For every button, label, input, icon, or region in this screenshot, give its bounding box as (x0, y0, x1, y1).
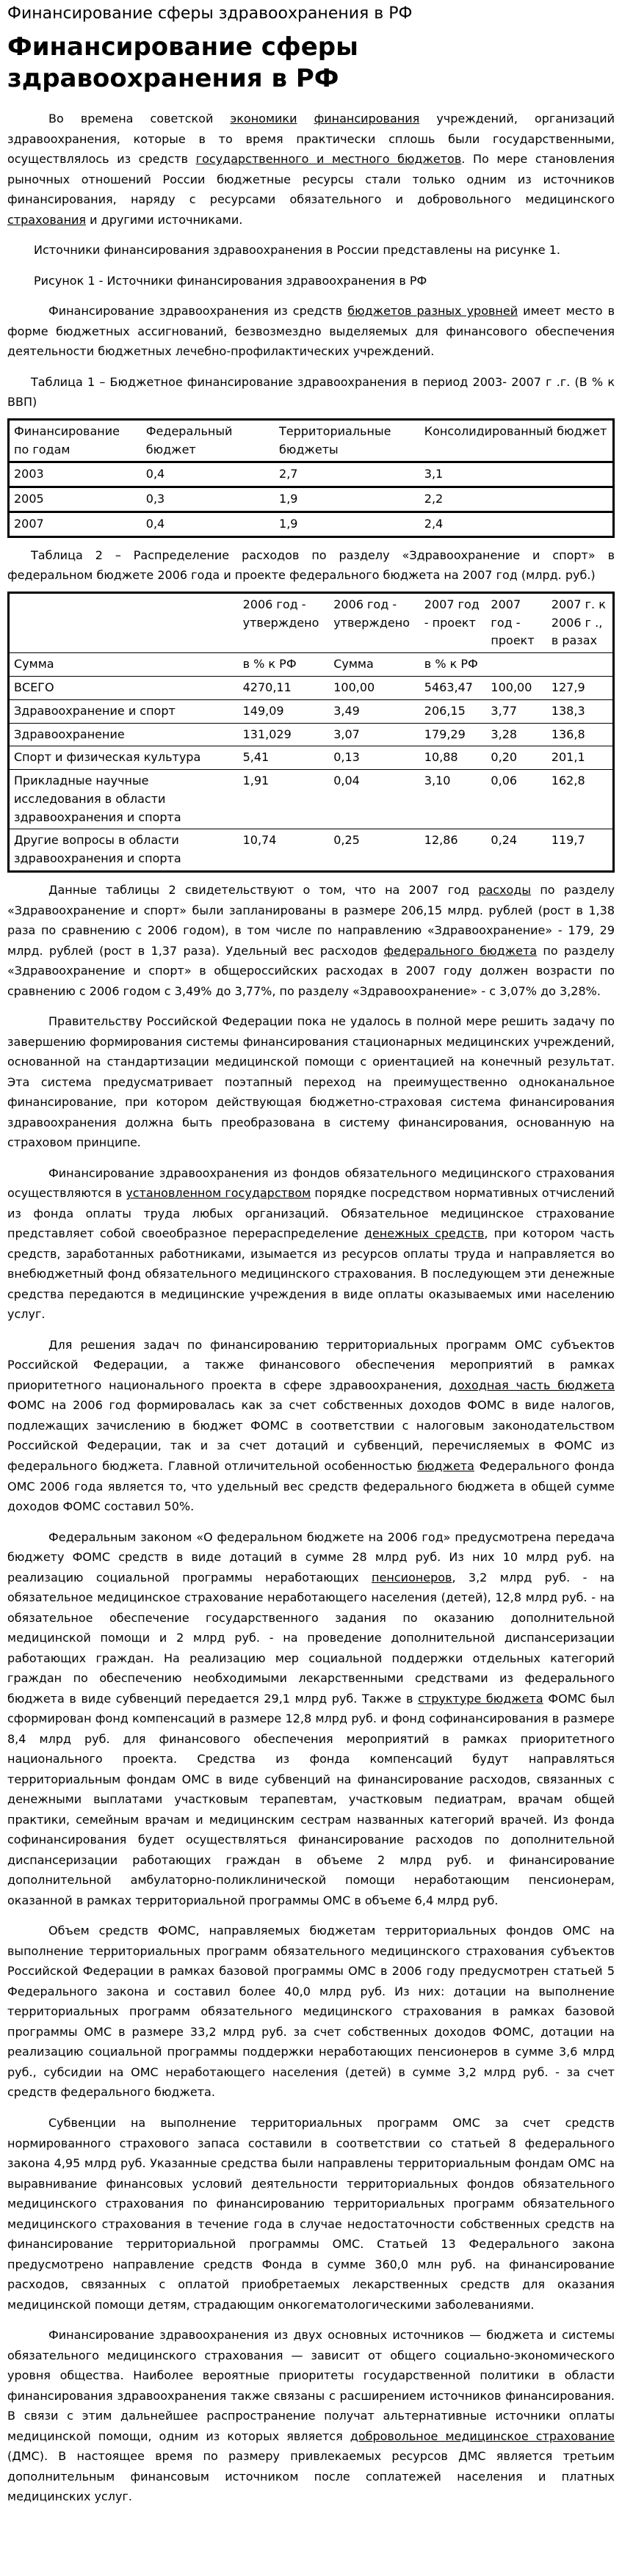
link-financing[interactable]: финансирования (314, 112, 420, 125)
table-cell: 206,15 (420, 699, 487, 723)
table-header-cell: Консолидированный бюджет (420, 419, 614, 462)
table-cell: 100,00 (486, 676, 546, 699)
table-cell: 138,3 (547, 699, 614, 723)
paragraph-conclusion (7, 2325, 615, 2507)
table-header-cell (547, 653, 614, 677)
table-cell: 0,13 (329, 746, 420, 770)
table-cell: 136,8 (547, 723, 614, 746)
table-header-row (9, 653, 614, 677)
table-cell: 0,3 (142, 487, 275, 512)
table-header-cell: Сумма (9, 653, 239, 677)
table-cell: 2007 (14, 516, 44, 531)
table-row (9, 829, 614, 872)
text-segment: Федерального фонда ОМС 2006 года является то, что удельный вес средств федерального бюджета в общей сумме доходов ФОМС составил 50%. (7, 1459, 615, 1514)
table-row (9, 512, 614, 536)
table-cell: Прикладные научные исследования в области здравоохранения и спорта (9, 770, 239, 829)
link-expenses[interactable]: расходы (478, 883, 532, 898)
table-cell: 0,06 (486, 770, 546, 829)
link-economics[interactable]: экономики (230, 112, 297, 125)
text-segment: по разделу «Здравоохранение и спорт» были запланированы в размере 206,15 млрд. рублей (рост в 1,38 раза по сравнению с 2006 годом), в том числе по направлению «Здравоохранение» - 179, 29 млрд. рублей (рост в 1,37 раза). Удельный вес расходов (7, 883, 615, 958)
table-cell: 162,8 (547, 770, 614, 829)
table-cell: 3,10 (420, 770, 487, 829)
table-header-cell (486, 653, 546, 677)
table-cell: 1,91 (239, 770, 330, 829)
table-header-cell: Федеральный бюджет (142, 419, 275, 462)
text-segment: имеет место в форме бюджетных ассигнований, безвозмездно выделяемых для финансового обеспечения деятельности бюджетных лечебно-профилактических учреждений. (7, 304, 615, 359)
text-segment: , при котором часть средств, заработанных работниками, изымается из ресурсов оплаты труда и направляется во внебюджетный фонд обязательного медицинского страхования. В последующем эти денежные средства передаются в медицинские учреждения в виде оплаты оказываемых ими населению услуг. (7, 1226, 615, 1322)
table-cell: 2003 (9, 462, 142, 487)
table-header-cell: Финансирование по годам (9, 419, 142, 462)
link-state-budgets[interactable]: государственного и местного бюджетов (195, 152, 462, 167)
text-segment: Данные таблицы 2 свидетельствуют о том, что на 2007 год (48, 883, 479, 898)
link-insurance[interactable]: страхования (7, 212, 87, 227)
link-pensioners[interactable]: пенсионеров (372, 1570, 452, 1584)
table-cell: 0,20 (486, 746, 546, 770)
text-segment: Финансирование здравоохранения из двух основных источников — бюджета и системы обязательного медицинского страхования — зависит от общего социально-экономического уровня общества. Наиболее вероятные приоритеты государственной политики в области финансирования здравоохранения также связаны с расширением источников финансирования. В связи с этим дальнейшее распространение получат альтернативные источники оплаты медицинской помощи, одним из которых является (7, 2328, 615, 2443)
text-segment: по разделу «Здравоохранение и спорт» в общероссийских расходах в 2007 году должен возрасти по сравнению с 2006 годом с 3,49% до 3,77%, по разделу «Здравоохранение» - с 3,07% до 3,28%. (7, 943, 615, 998)
table-cell: 12,86 (424, 833, 458, 848)
text-segment: и другими источниками. (86, 212, 243, 227)
text-segment: ФОМС был сформирован фонд компенсаций в размере 12,8 млрд руб. и фонд софинансирования в размере 8,4 млрд руб. для финансового обеспечения мероприятий в рамках приоритетного национального проекта. Средства из фонда компенсаций будут направляться территориальным фондам ОМС в виде субвенций на финансирование расходов, связанных с денежными выплатами участковым терапевтам, участковым педиатрам, врачам общей практики, семейным врачам и медицинским сестрам названных категорий врачей. Из фонда софинансирования будет осуществляться финансирование расходов по дополнительной диспансеризации работающих граждан в объеме 2 млрд руб. и финансирование дополнительной амбулаторно-поликлинической помощи неработающим пенсионерам, оказанной в рамках территориальной программы ОМС в объеме 6,4 млрд руб. (7, 1691, 615, 1907)
table-cell: 0,24 (491, 833, 518, 848)
link-budget-levels[interactable]: бюджетов разных уровней (347, 304, 518, 319)
text-segment: Во времена советской (48, 112, 231, 125)
table-cell: 127,9 (547, 676, 614, 699)
link-budget-revenue[interactable]: доходная часть бюджета (449, 1378, 615, 1392)
table-cell: 3,1 (420, 462, 614, 487)
text-segment: учреждений, организаций здравоохранения, которые в то время практически сплошь были государственными, осуществлялось из средств (7, 112, 615, 167)
text-segment (297, 112, 314, 125)
table-cell: 3,28 (486, 723, 546, 746)
table-cell: Здравоохранение и спорт (9, 699, 239, 723)
table-expense-distribution (7, 592, 615, 873)
table-cell: 2,4 (424, 516, 444, 531)
table-cell: 4270,11 (239, 676, 330, 699)
paragraph-budget-financing (7, 301, 615, 362)
paragraph-intro (7, 109, 615, 230)
site-title: Финансирование сферы здравоохранения в РФ (7, 4, 413, 23)
table-row (9, 462, 614, 487)
table-header-row (9, 419, 614, 462)
text-segment: Финансирование здравоохранения из фондов обязательного медицинского страхования осуществляются в (7, 1165, 615, 1201)
table-cell: 0,25 (333, 833, 360, 848)
text-segment: порядке посредством нормативных отчислений из фонда оплаты труда любых организаций. Обязательное медицинское страхование представляет собой своеобразное перераспределение (7, 1186, 615, 1241)
article-title: Финансирование сферы здравоохранения в РФ (7, 32, 358, 93)
text-segment: Для решения задач по финансированию территориальных программ ОМС субъектов Российской Федерации, а также финансового обеспечения мероприятий в рамках приоритетного национального проекта в сфере здравоохранения, (7, 1337, 615, 1392)
table-header-cell: Сумма (329, 653, 420, 677)
table-cell: 149,09 (239, 699, 330, 723)
text-segment: Финансирование здравоохранения из средств (48, 304, 348, 319)
table1-caption: Таблица 1 – Бюджетное финансирование здравоохранения в период 2003- 2007 г .г. (В % к ВВП) (7, 374, 615, 410)
table-header-cell: 2006 год - утверждено (329, 592, 420, 652)
table-cell: 3,07 (329, 723, 420, 746)
table-header-cell (9, 592, 239, 652)
table-row (9, 487, 614, 512)
paragraph-oms-funds (7, 1163, 615, 1325)
figure-caption: Рисунок 1 - Источники финансирования здравоохранения в РФ (34, 273, 427, 288)
table-header-cell: Территориальные бюджеты (275, 419, 420, 462)
table-header-cell: 2007 г. к 2006 г ., в разах (547, 592, 614, 652)
table-cell: 179,29 (420, 723, 487, 746)
text-segment: ФОМС на 2006 год формировалась как за счет собственных доходов ФОМС в виде налогов, подлежащих зачислению в бюджет ФОМС в соответствии с налоговым законодательством Российской Федерации, так и за счет дотаций и субвенций, перечисляемых в ФОМС из федерального бюджета. Главной отличительной особенностью (7, 1398, 615, 1473)
paragraph-subventions: Субвенции на выполнение территориальных программ ОМС за счет средств нормированного страхового запаса составили в соответствии со статьей 8 федерального закона 4,95 млрд руб. Указанные средства были направлены территориальным фондам ОМС на выравнивание финансовых условий деятельности территориальных фондов обязательного медицинского страхования по финансированию территориальных программ обязательного медицинского страхования в течение года в случае недостаточности собственных средств на финансирование территориальной программы ОМС. Статьей 13 Федерального закона предусмотрено направление средств Фонда в сумме 360,0 млн руб. на финансирование расходов, связанных с оплатой приобретаемых лекарственных средств для оказания медицинской помощи детям, страдающим онкогематологическими заболеваниями. (7, 2115, 615, 2312)
table-cell: 5463,47 (420, 676, 487, 699)
paragraph-foms-revenue (7, 1335, 615, 1517)
paragraph-federal-law (7, 1527, 615, 1911)
table-cell: 10,88 (420, 746, 487, 770)
table-cell: 3,49 (329, 699, 420, 723)
table-row (9, 770, 614, 829)
table-cell: 2005 (9, 487, 142, 512)
link-money[interactable]: денежных средств (364, 1226, 485, 1241)
table-row (9, 723, 614, 746)
table-cell: Здравоохранение (9, 723, 239, 746)
table-cell: 131,029 (239, 723, 330, 746)
text-segment: . По мере становления рыночных отношений России бюджетные ресурсы стали только одним из источников финансирования, наряду с ресурсами обязательного и добровольного медицинского (7, 152, 615, 207)
table-header-cell: в % к РФ (239, 653, 330, 677)
table-cell: 10,74 (242, 833, 277, 848)
link-budget-structure[interactable]: структуре бюджета (418, 1691, 543, 1706)
table-cell: 0,04 (329, 770, 420, 829)
text-segment: Федеральным законом «О федеральном бюджете на 2006 год» предусмотрена передача бюджету ФОМС средств в виде дотаций в сумме 28 млрд руб. Из них 10 млрд руб. на реализацию социальной программы неработающих (7, 1529, 615, 1584)
table-header-row (9, 592, 614, 652)
table-cell: 2,7 (275, 462, 420, 487)
table-cell: 3,77 (486, 699, 546, 723)
table-header-cell: 2007 год - проект (420, 592, 487, 652)
link-voluntary-insurance[interactable]: добровольное медицинское страхование (350, 2428, 615, 2443)
table-header-cell: в % к РФ (420, 653, 487, 677)
table-row (9, 676, 614, 699)
table-cell: Другие вопросы в области здравоохранения и спорта (14, 833, 181, 866)
table-header-cell: 2007 год - проект (486, 592, 546, 652)
table-row (9, 746, 614, 770)
table-cell: 119,7 (551, 833, 585, 848)
text-segment: (ДМС). В настоящее время по размеру привлекаемых ресурсов ДМС является третьим дополнительным финансовым источником после соплатежей населения и платных медицинских услуг. (7, 2449, 615, 2504)
table-cell: 201,1 (547, 746, 614, 770)
table-cell: 2,2 (420, 487, 614, 512)
table2-caption: Таблица 2 – Распределение расходов по разделу «Здравоохранение и спорт» в федеральном бюджете 2006 года и проекте федерального бюджета на 2007 год (млрд. руб.) (7, 547, 615, 583)
table-cell: Спорт и физическая культура (9, 746, 239, 770)
table-cell: 0,4 (142, 462, 275, 487)
paragraph-table2-analysis (7, 880, 615, 1001)
table-cell: 1,9 (279, 516, 298, 531)
table-header-cell: 2006 год - утверждено (239, 592, 330, 652)
table-budget-financing (7, 418, 615, 538)
link-budget[interactable]: бюджета (417, 1459, 474, 1473)
table-cell: ВСЕГО (9, 676, 239, 699)
table-cell: 5,41 (239, 746, 330, 770)
link-federal-budget[interactable]: федерального бюджета (383, 943, 538, 958)
table-row (9, 699, 614, 723)
table-cell: 0,4 (145, 516, 165, 531)
link-state-established[interactable]: установленном государством (126, 1186, 311, 1201)
paragraph-government: Правительству Российской Федерации пока не удалось в полной мере решить задачу по завершению формирования системы финансирования стационарных медицинских учреждений, основанной на стандартизации медицинской помощи с ориентацией на конечный результат. Эта система предусматривает поэтапный переход на преимущественно одноканальное финансирование, при котором действующая бюджетно-страховая система финансирования здравоохранения должна быть преобразована в систему финансирования, основанную на страховом принципе. (7, 1014, 615, 1150)
paragraph-sources: Источники финансирования здравоохранения в России представлены на рисунке 1. (34, 243, 560, 258)
table-cell: 100,00 (329, 676, 420, 699)
text-segment: , 3,2 млрд руб. - на обязательное медицинское страхование неработающего населения (детей), 12,8 млрд руб. - на обязательное обеспечение государственного задания по оказанию дополнительной медицинской помощи и 2 млрд руб. - на проведение дополнительной диспансеризации работающих граждан. На реализацию мер социальной поддержки отдельных категорий граждан по обеспечению необходимыми лекарственными средствами из федерального бюджета в виде субвенций передается 29,1 млрд руб. Также в (7, 1570, 615, 1706)
paragraph-foms-volume: Объем средств ФОМС, направляемых бюджетам территориальных фондов ОМС на выполнение территориальных программ обязательного медицинского страхования субъектов Российской Федерации в рамках базовой программы ОМС в 2006 году предусмотрен статьей 5 Федерального закона и составил более 40,0 млрд руб. Из них: дотации на выполнение территориальных программ обязательного медицинского страхования в рамках базовой программы ОМС в размере 33,2 млрд руб. за счет собственных доходов ФОМС, дотации на реализацию социальной программы поддержки неработающих пенсионеров в сумме 3,6 млрд руб., субсидии на ОМС неработающего населения (детей) в сумме 3,2 млрд руб. - за счет средств федерального бюджета. (7, 1924, 615, 2100)
table-cell: 1,9 (275, 487, 420, 512)
